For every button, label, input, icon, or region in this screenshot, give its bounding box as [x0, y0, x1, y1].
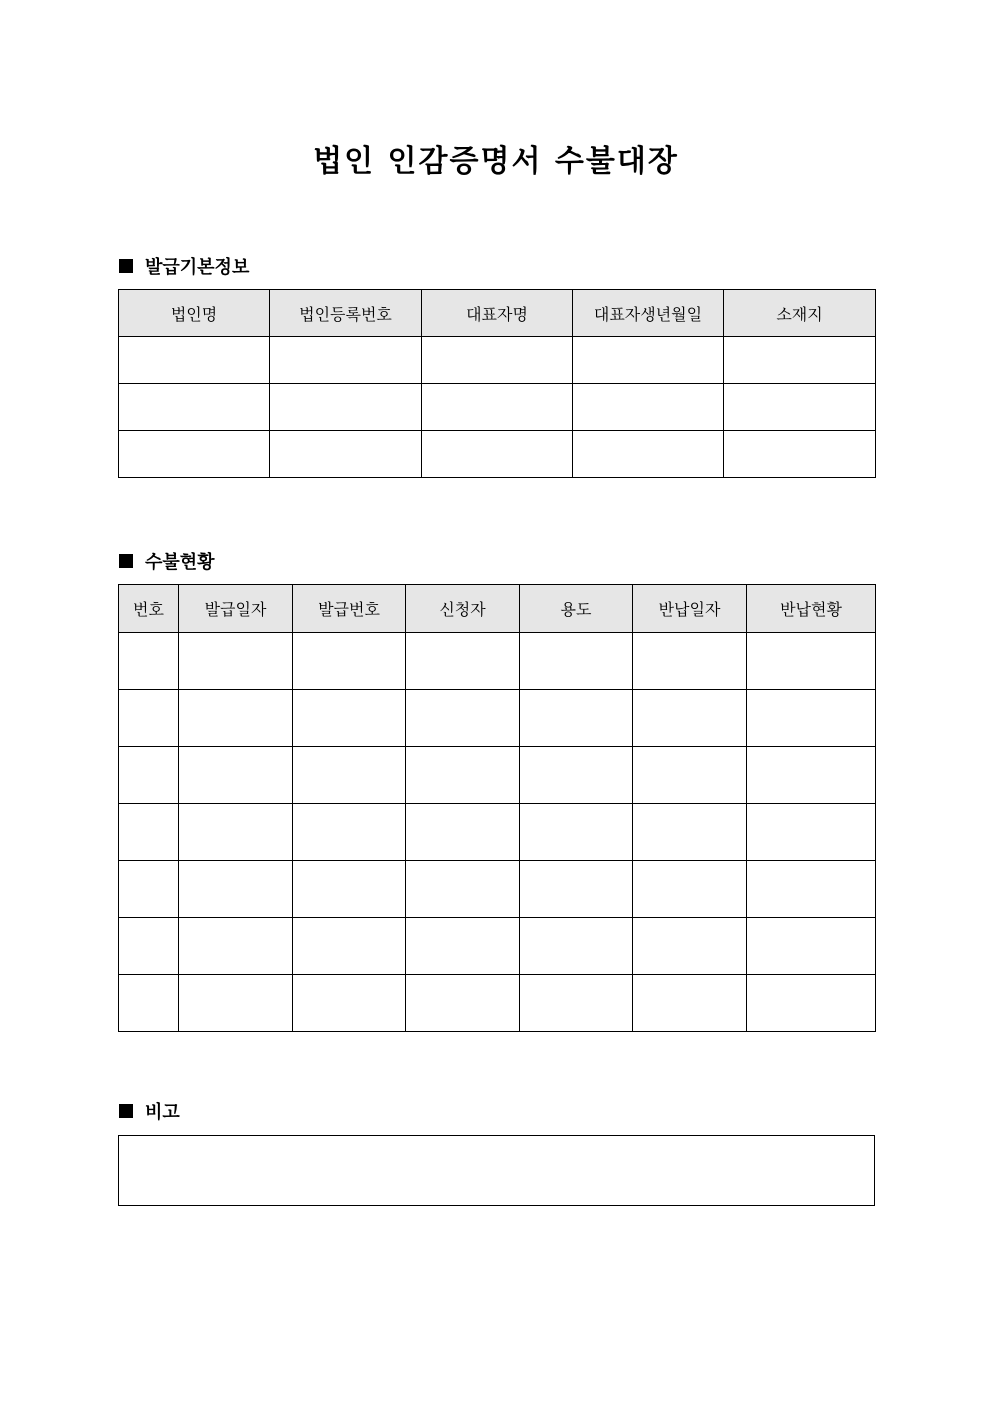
- table-cell[interactable]: [293, 690, 406, 747]
- table-cell[interactable]: [724, 431, 876, 478]
- table-cell[interactable]: [724, 337, 876, 384]
- section-heading-label: 수불현황: [145, 552, 215, 573]
- table-cell[interactable]: [724, 384, 876, 431]
- table-cell[interactable]: [179, 918, 293, 975]
- table-cell[interactable]: [406, 861, 520, 918]
- table-cell[interactable]: [293, 861, 406, 918]
- table-cell[interactable]: [293, 918, 406, 975]
- section-heading-label: 비고: [145, 1102, 180, 1123]
- basic-info-table: [118, 289, 876, 478]
- table-row: [119, 975, 876, 1032]
- table-cell[interactable]: [406, 747, 520, 804]
- table-cell[interactable]: [119, 384, 270, 431]
- table-row: [119, 918, 876, 975]
- column-header: 발급번호: [293, 585, 406, 633]
- table-cell[interactable]: [179, 747, 293, 804]
- table-row: [119, 747, 876, 804]
- table-row: [119, 690, 876, 747]
- table-cell[interactable]: [179, 633, 293, 690]
- table-cell[interactable]: [293, 747, 406, 804]
- table-cell[interactable]: [119, 918, 179, 975]
- column-header: 대표자명: [422, 290, 573, 337]
- table-cell[interactable]: [270, 431, 422, 478]
- table-cell[interactable]: [179, 804, 293, 861]
- table-cell[interactable]: [119, 747, 179, 804]
- table-row: [119, 337, 876, 384]
- table-cell[interactable]: [520, 804, 633, 861]
- table-cell[interactable]: [179, 861, 293, 918]
- table-cell[interactable]: [270, 337, 422, 384]
- table-cell[interactable]: [293, 633, 406, 690]
- table-cell[interactable]: [573, 337, 724, 384]
- table-cell[interactable]: [119, 690, 179, 747]
- table-cell[interactable]: [633, 918, 747, 975]
- column-header: 신청자: [406, 585, 520, 633]
- table-cell[interactable]: [747, 747, 876, 804]
- column-header: 번호: [119, 585, 179, 633]
- table-cell[interactable]: [520, 747, 633, 804]
- square-bullet-icon: [119, 554, 133, 568]
- table-row: [119, 431, 876, 478]
- table-cell[interactable]: [119, 633, 179, 690]
- column-header: 발급일자: [179, 585, 293, 633]
- column-header: 소재지: [724, 290, 876, 337]
- section-heading-remarks: [119, 1098, 180, 1124]
- column-header: 반납현황: [747, 585, 876, 633]
- table-cell[interactable]: [633, 975, 747, 1032]
- table-cell[interactable]: [573, 431, 724, 478]
- table-header-row: [119, 290, 876, 337]
- section-heading-ledger: [119, 548, 215, 574]
- table-cell[interactable]: [573, 384, 724, 431]
- table-cell[interactable]: [633, 804, 747, 861]
- table-cell[interactable]: [747, 918, 876, 975]
- table-cell[interactable]: [747, 633, 876, 690]
- table-cell[interactable]: [119, 975, 179, 1032]
- table-cell[interactable]: [747, 804, 876, 861]
- table-cell[interactable]: [520, 861, 633, 918]
- section-heading-basic-info: [119, 253, 249, 279]
- table-cell[interactable]: [520, 918, 633, 975]
- table-cell[interactable]: [119, 337, 270, 384]
- table-cell[interactable]: [633, 690, 747, 747]
- square-bullet-icon: [119, 259, 133, 273]
- table-cell[interactable]: [422, 337, 573, 384]
- table-cell[interactable]: [747, 861, 876, 918]
- table-cell[interactable]: [633, 633, 747, 690]
- column-header: 용도: [520, 585, 633, 633]
- table-cell[interactable]: [270, 384, 422, 431]
- table-cell[interactable]: [747, 690, 876, 747]
- table-cell[interactable]: [633, 747, 747, 804]
- table-cell[interactable]: [119, 431, 270, 478]
- table-row: [119, 861, 876, 918]
- table-cell[interactable]: [406, 804, 520, 861]
- table-row: [119, 384, 876, 431]
- table-cell[interactable]: [293, 804, 406, 861]
- table-cell[interactable]: [179, 690, 293, 747]
- table-cell[interactable]: [406, 918, 520, 975]
- table-cell[interactable]: [179, 975, 293, 1032]
- table-cell[interactable]: [422, 431, 573, 478]
- document-title: 법인 인감증명서 수불대장: [313, 144, 679, 179]
- table-cell[interactable]: [520, 633, 633, 690]
- column-header: 법인등록번호: [270, 290, 422, 337]
- table-cell[interactable]: [406, 975, 520, 1032]
- remarks-field[interactable]: [118, 1135, 875, 1206]
- table-cell[interactable]: [119, 861, 179, 918]
- table-header-row: [119, 585, 876, 633]
- table-cell[interactable]: [520, 975, 633, 1032]
- table-cell[interactable]: [520, 690, 633, 747]
- column-header: 대표자생년월일: [573, 290, 724, 337]
- table-row: [119, 633, 876, 690]
- table-cell[interactable]: [406, 633, 520, 690]
- table-cell[interactable]: [747, 975, 876, 1032]
- square-bullet-icon: [119, 1104, 133, 1118]
- table-cell[interactable]: [293, 975, 406, 1032]
- column-header: 반납일자: [633, 585, 747, 633]
- table-cell[interactable]: [119, 804, 179, 861]
- section-heading-label: 발급기본정보: [145, 257, 250, 278]
- column-header: 법인명: [119, 290, 270, 337]
- table-cell[interactable]: [406, 690, 520, 747]
- table-row: [119, 804, 876, 861]
- table-cell[interactable]: [422, 384, 573, 431]
- ledger-table: [118, 584, 876, 1032]
- table-cell[interactable]: [633, 861, 747, 918]
